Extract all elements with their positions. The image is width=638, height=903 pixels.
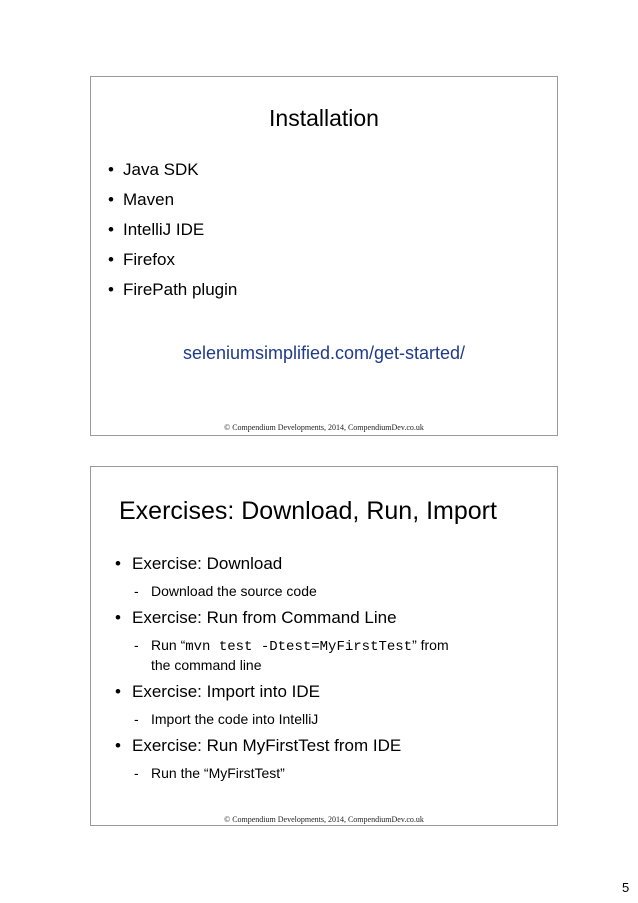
exercise-label: Exercise: Import into IDE (132, 682, 321, 701)
dash-icon: - (134, 711, 139, 727)
exercise-subitem-text: Run the “MyFirstTest” (151, 765, 285, 781)
command-code: mvn test -Dtest=MyFirstTest (185, 639, 413, 655)
list-item-label: IntelliJ IDE (123, 220, 205, 239)
get-started-link[interactable]: seleniumsimplified.com/get-started/ (182, 343, 466, 363)
exercise-item-download (109, 553, 549, 574)
slide-footer: © Compendium Developments, 2014, CompendiumDev.co.uk (224, 815, 424, 824)
bullet-icon: • (108, 160, 114, 179)
bullet-icon: • (115, 554, 121, 573)
exercise-subitem (109, 582, 549, 600)
dash-icon: - (134, 765, 139, 781)
exercise-item-run-ide (109, 735, 549, 756)
dash-icon: - (134, 637, 139, 653)
list-item-label: Firefox (123, 250, 175, 269)
exercise-list (109, 553, 549, 789)
bullet-icon: • (115, 682, 121, 701)
list-item (101, 190, 237, 210)
bullet-icon: • (108, 280, 114, 299)
exercise-subitem-text: ” from (412, 637, 449, 653)
dash-icon: - (134, 583, 139, 599)
bullet-icon: • (108, 250, 114, 269)
installation-list (101, 160, 237, 310)
exercise-subitem-text: the command line (151, 657, 262, 673)
exercise-item-import (109, 681, 549, 702)
bullet-icon: • (108, 220, 114, 239)
list-item (101, 220, 237, 240)
list-item-label: Java SDK (123, 160, 199, 179)
bullet-icon: • (115, 736, 121, 755)
slide-title: Installation (269, 105, 379, 131)
slide-title: Exercises: Download, Run, Import (119, 497, 497, 525)
exercise-subitem (109, 710, 549, 728)
exercise-label: Exercise: Run from Command Line (132, 608, 397, 627)
bullet-icon: • (115, 608, 121, 627)
exercise-subitem-text: Run “ (151, 637, 186, 653)
slide-footer: © Compendium Developments, 2014, CompendiumDev.co.uk (224, 423, 424, 432)
exercise-subitem-text: Download the source code (151, 583, 317, 599)
list-item (101, 250, 237, 270)
list-item-label: Maven (123, 190, 175, 209)
slide-exercises (90, 466, 558, 826)
list-item (101, 160, 237, 180)
list-item-label: FirePath plugin (123, 280, 238, 299)
exercise-subitem (109, 764, 549, 782)
exercise-item-run-command-line (109, 607, 549, 628)
exercise-label: Exercise: Run MyFirstTest from IDE (132, 736, 402, 755)
exercise-label: Exercise: Download (132, 554, 283, 573)
list-item (101, 280, 237, 300)
exercise-subitem (109, 636, 549, 674)
page-number: 5 (622, 880, 630, 895)
bullet-icon: • (108, 190, 114, 209)
slide-installation (90, 76, 558, 436)
exercise-subitem-text: Import the code into IntelliJ (151, 711, 319, 727)
